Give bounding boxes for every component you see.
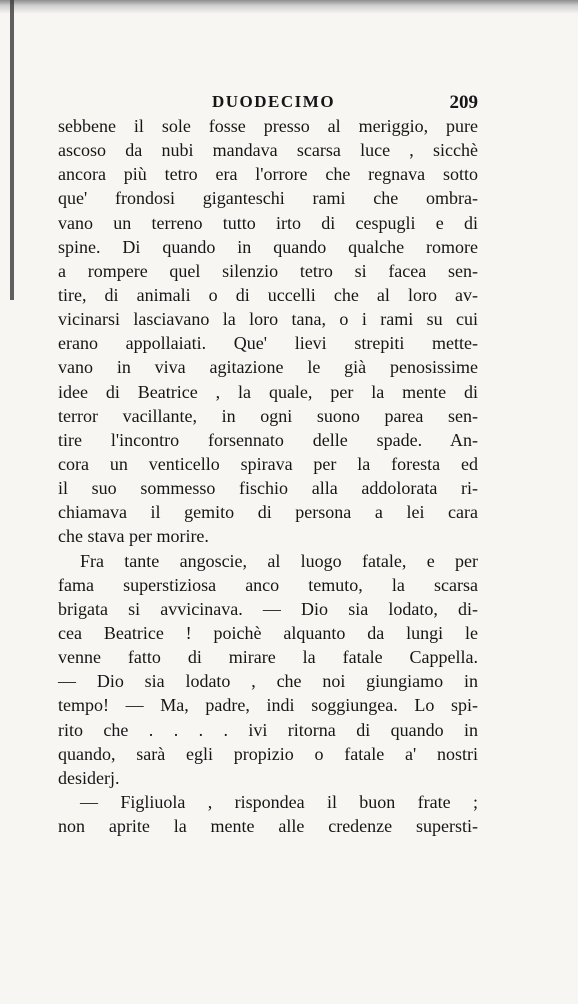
- page-top-edge: [0, 0, 578, 14]
- text-line: Fra tante angoscie, al luogo fatale, e per: [80, 550, 478, 571]
- text-line: spine. Di quando in quando qualche romore: [58, 236, 478, 257]
- text-line: — Figliuola , rispondea il buon frate ;: [80, 791, 478, 812]
- text-line: il suo sommesso fischio alla addolorata ri-: [58, 478, 478, 499]
- text-line: — Dio sia lodato , che noi giungiamo in: [58, 671, 478, 692]
- text-line: terror vacillante, in ogni suono parea sen-: [58, 405, 478, 426]
- text-line: rito che . . . . ivi ritorna di quando in: [58, 719, 478, 740]
- running-head: DUODECIMO: [212, 92, 336, 111]
- text-line: fama superstiziosa anco temuto, la scarsa: [58, 574, 478, 595]
- text-line: a rompere quel silenzio tetro si facea sen-: [58, 260, 478, 281]
- page-number: 209: [449, 92, 478, 113]
- text-line: cea Beatrice ! poichè alquanto da lungi le: [58, 622, 478, 643]
- text-line: desiderj.: [58, 767, 120, 788]
- text-line: que' frondosi giganteschi rami che ombra-: [58, 188, 478, 209]
- text-line: vicinarsi lasciavano la loro tana, o i rami su cui: [58, 309, 478, 330]
- text-line: quando, sarà egli propizio o fatale a' nostri: [58, 743, 478, 764]
- text-line: tire, di animali o di uccelli che al loro av-: [58, 284, 478, 305]
- text-line: chiamava il gemito di persona a lei cara: [58, 502, 478, 523]
- text-line: tempo! — Ma, padre, indi soggiungea. Lo spi-: [58, 695, 478, 716]
- text-line: tire l'incontro forsennato delle spade. An-: [58, 429, 478, 450]
- text-line: erano appollaiati. Que' lievi strepiti mette-: [58, 333, 478, 354]
- text-line: ascoso da nubi mandava scarsa luce , sicchè: [58, 140, 478, 161]
- text-line: idee di Beatrice , la quale, per la mente di: [58, 381, 478, 402]
- text-line: brigata si avvicinava. — Dio sia lodato, di-: [58, 598, 478, 619]
- text-line: che stava per morire.: [58, 526, 209, 547]
- body-text: [58, 114, 478, 838]
- text-line: vano in viva agitazione le già penosissime: [58, 357, 478, 378]
- text-line: cora un venticello spirava per la foresta ed: [58, 453, 478, 474]
- text-line: ancora più tetro era l'orrore che regnava sotto: [58, 164, 478, 185]
- text-line: vano un terreno tutto irto di cespugli e di: [58, 212, 478, 233]
- page-header: [58, 92, 478, 116]
- text-line: non aprite la mente alle credenze supersti-: [58, 816, 478, 837]
- page-binding-edge: [10, 0, 14, 300]
- text-line: venne fatto di mirare la fatale Cappella.: [58, 647, 478, 668]
- text-line: sebbene il sole fosse presso al meriggio, pure: [58, 116, 478, 136]
